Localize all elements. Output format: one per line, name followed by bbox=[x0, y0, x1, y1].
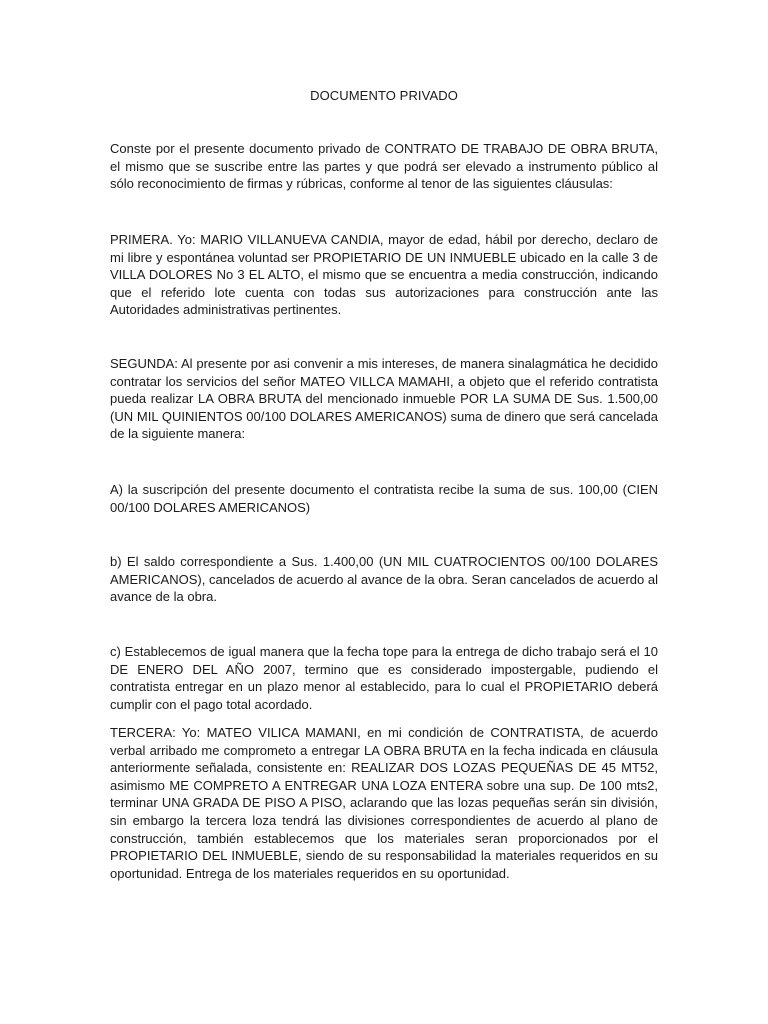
document-title: DOCUMENTO PRIVADO bbox=[310, 88, 458, 103]
clause-primera: PRIMERA. Yo: MARIO VILLANUEVA CANDIA, mayor de edad, hábil por derecho, declaro de mi libre y espontánea voluntad ser PROPIETARIO DE UN INMUEBLE ubicado en la calle 3 de VILLA DOLORES No 3 EL ALTO, el mismo que se encuentra a media construcción, indicando que el referido lote cuenta con todas sus autorizaciones para construcción ante las Autoridades administrativas pertinentes. bbox=[110, 232, 658, 318]
intro-paragraph: Conste por el presente documento privado de CONTRATO DE TRABAJO DE OBRA BRUTA, el mismo que se suscribe entre las partes y que podrá ser elevado a instrumento público al sólo reconocimiento de firmas y rúbricas, conforme al tenor de las siguientes cláusulas: bbox=[110, 141, 658, 192]
clause-segunda: SEGUNDA: Al presente por asi convenir a mis intereses, de manera sinalagmática he decidido contratar los servicios del señor MATEO VILLCA MAMAHI, a objeto que el referido contratista pueda realizar LA OBRA BRUTA del mencionado inmueble POR LA SUMA DE Sus. 1.500,00 (UN MIL QUINIENTOS 00/100 DOLARES AMERICANOS) suma de dinero que será cancelada de la siguiente manera: bbox=[110, 356, 658, 442]
deadline-item-c: c) Establecemos de igual manera que la fecha tope para la entrega de dicho trabajo será el 10 DE ENERO DEL AÑO 2007, termino que es considerado impostergable, pudiendo el contratista entregar en un plazo menor al establecido, para lo cual el PROPIETARIO deberá cumplir con el pago total acordado. bbox=[110, 644, 658, 712]
payment-item-a: A) la suscripción del presente documento el contratista recibe la suma de sus. 100,00 (CIEN 00/100 DOLARES AMERICANOS) bbox=[110, 482, 658, 515]
payment-item-b: b) El saldo correspondiente a Sus. 1.400,00 (UN MIL CUATROCIENTOS 00/100 DOLARES AMERICANOS), cancelados de acuerdo al avance de la obra. Seran cancelados de acuerdo al avance de la obra. bbox=[110, 554, 658, 605]
clause-tercera: TERCERA: Yo: MATEO VILICA MAMANI, en mi condición de CONTRATISTA, de acuerdo verbal arribado me comprometo a entregar LA OBRA BRUTA en la fecha indicada en cláusula anteriormente señalada, consistente en: REALIZAR DOS LOZAS PEQUEÑAS DE 45 MT52, asimismo ME COMPRETO A ENTREGAR UNA LOZA ENTERA sobre una sup. De 100 mts2, terminar UNA GRADA DE PISO A PISO, aclarando que las lozas pequeñas serán sin división, sin embargo la tercera loza tendrá las divisiones correspondientes de acuerdo al plano de construcción, también establecemos que los materiales seran proporcionados por el PROPIETARIO DEL INMUEBLE, siendo de su responsabilidad la materiales requeridos en su oportunidad. Entrega de los materiales requeridos en su oportunidad. bbox=[110, 725, 658, 881]
